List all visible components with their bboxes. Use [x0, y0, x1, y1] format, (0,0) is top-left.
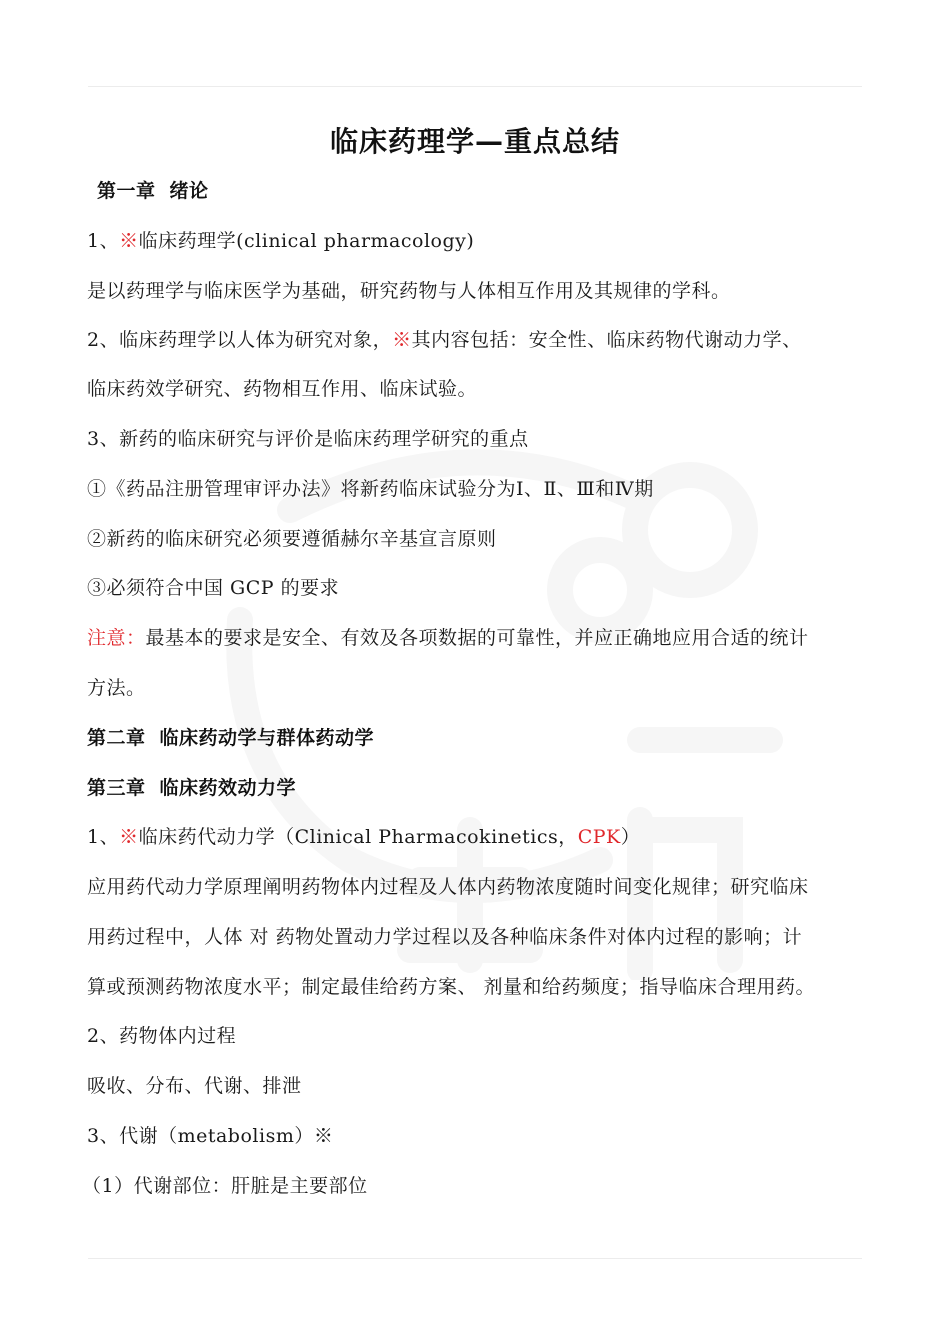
top-rule	[88, 86, 862, 87]
ch3-item-1-number: 1、	[87, 826, 120, 848]
ch3-item-3-sub-1: （1）代谢部位：肝脏是主要部位	[82, 1175, 368, 1197]
ch3-item-1-text: 临床药代动力学（Clinical Pharmacokinetics，	[138, 826, 578, 848]
item-2-continued: 临床药效学研究、药物相互作用、临床试验。	[87, 378, 478, 400]
ch3-item-1-close: ）	[620, 826, 641, 848]
item-1	[87, 228, 474, 254]
chapter-2-heading	[87, 725, 374, 751]
chapter-3-heading	[87, 775, 296, 801]
item-3-point-3: ③必须符合中国 GCP 的要求	[87, 577, 340, 599]
chapter-2-name: 临床药动学与群体药动学	[159, 727, 375, 749]
cpk-abbreviation: CPK	[577, 826, 621, 848]
ch3-item-2-text: 吸收、分布、代谢、排泄	[87, 1075, 302, 1097]
ch3-item-2: 2、药物体内过程	[87, 1025, 237, 1047]
chapter-3-number: 第三章	[87, 777, 146, 799]
key-point-mark-icon: ※	[119, 230, 139, 252]
page-title: 临床药理学—重点总结	[329, 125, 620, 158]
note-continued: 方法。	[87, 677, 146, 699]
note-text-a: 最基本的要求是安全、有效及各项数据的可靠性，并应正确地应用合适的统计	[145, 627, 809, 649]
ch3-item-1-line-a: 应用药代动力学原理阐明药物体内过程及人体内药物浓度随时间变化规律；研究临床	[87, 876, 809, 898]
bottom-rule	[88, 1258, 862, 1259]
item-3-point-1: ①《药品注册管理审评办法》将新药临床试验分为Ⅰ、Ⅱ、Ⅲ和Ⅳ期	[87, 478, 654, 500]
item-1-text: 临床药理学(clinical pharmacology)	[138, 230, 475, 252]
key-point-mark-icon: ※	[392, 329, 412, 351]
note	[87, 625, 809, 651]
note-label: 注意：	[87, 627, 146, 649]
ch3-item-1	[87, 824, 640, 850]
chapter-3-name: 临床药效动力学	[159, 777, 297, 799]
ch3-item-1-line-c: 算或预测药物浓度水平；制定最佳给药方案、 剂量和给药频度；指导临床合理用药。	[87, 976, 816, 998]
ch3-item-3: 3、代谢（metabolism）※	[87, 1125, 334, 1147]
item-2-text-b: 其内容包括：安全性、临床药物代谢动力学、	[411, 329, 802, 351]
chapter-1-name: 绪论	[169, 180, 209, 202]
item-2-text-a: 2、临床药理学以人体为研究对象，	[87, 329, 393, 351]
item-1-definition: 是以药理学与临床医学为基础，研究药物与人体相互作用及其规律的学科。	[87, 280, 731, 302]
key-point-mark-icon: ※	[119, 826, 139, 848]
chapter-1-number: 第一章	[97, 180, 156, 202]
ch3-item-1-line-b: 用药过程中，人体 对 药物处置动力学过程以及各种临床条件对体内过程的影响；计	[87, 926, 803, 948]
chapter-2-number: 第二章	[87, 727, 146, 749]
item-3-point-2: ②新药的临床研究必须要遵循赫尔辛基宣言原则	[87, 528, 497, 550]
item-1-number: 1、	[87, 230, 120, 252]
item-3: 3、新药的临床研究与评价是临床药理学研究的重点	[87, 428, 529, 450]
chapter-1-heading	[97, 178, 209, 204]
item-2	[87, 327, 802, 353]
